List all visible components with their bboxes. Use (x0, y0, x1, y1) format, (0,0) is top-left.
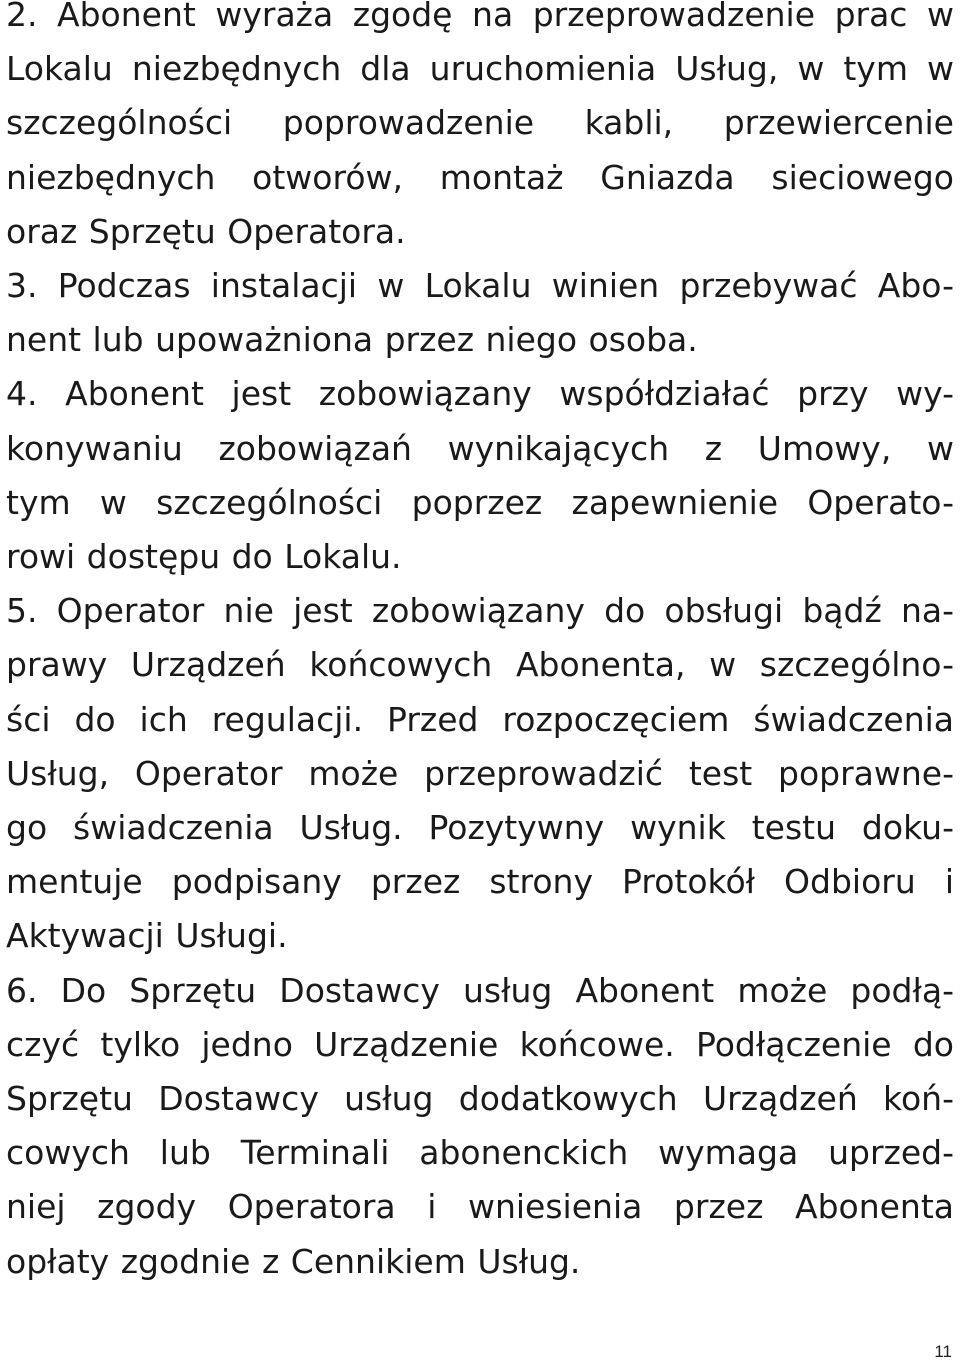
text-line: 4. Abonent jest zobowiązany współdziałać przy wy- (6, 374, 954, 414)
text-line: Sprzętu Dostawcy usług dodatkowych Urządzeń koń- (6, 1079, 954, 1119)
page-number: 11 (934, 1342, 952, 1361)
text-line: niezbędnych otworów, montaż Gniazda sieciowego (6, 157, 954, 197)
text-line: czyć tylko jedno Urządzenie końcowe. Podłączenie do (6, 1024, 954, 1064)
text-line: Aktywacji Usługi. (6, 916, 288, 956)
paragraph-3 (6, 259, 954, 367)
text-line: 5. Operator nie jest zobowiązany do obsługi bądź na- (6, 591, 954, 631)
paragraph-5 (6, 584, 954, 963)
document-body (6, 0, 954, 1289)
text-line: konywaniu zobowiązań wynikających z Umowy, w (6, 428, 954, 468)
text-line: cowych lub Terminali abonenckich wymaga uprzed- (6, 1133, 954, 1173)
text-line: 3. Podczas instalacji w Lokalu winien przebywać Abo- (6, 266, 954, 306)
text-line: szczególności poprowadzenie kabli, przewiercenie (6, 103, 954, 143)
text-line: Usług, Operator może przeprowadzić test poprawne- (6, 753, 954, 793)
text-line: nent lub upoważniona przez niego osoba. (6, 320, 698, 360)
text-line: 2. Abonent wyraża zgodę na przeprowadzenie prac w (6, 0, 954, 34)
paragraph-2 (6, 0, 954, 259)
paragraph-4 (6, 367, 954, 584)
text-line: niej zgody Operatora i wniesienia przez Abonenta (6, 1187, 954, 1227)
text-line: prawy Urządzeń końcowych Abonenta, w szczególno- (6, 645, 954, 685)
text-line: opłaty zgodnie z Cennikiem Usług. (6, 1241, 581, 1281)
paragraph-6 (6, 964, 954, 1289)
text-line: tym w szczególności poprzez zapewnienie Operato- (6, 482, 954, 522)
text-line: go świadczenia Usług. Pozytywny wynik testu doku- (6, 808, 954, 848)
text-line: oraz Sprzętu Operatora. (6, 211, 406, 251)
text-line: Lokalu niezbędnych dla uruchomienia Usług, w tym w (6, 49, 954, 89)
text-line: rowi dostępu do Lokalu. (6, 537, 402, 577)
text-line: mentuje podpisany przez strony Protokół Odbioru i (6, 862, 954, 902)
text-line: ści do ich regulacji. Przed rozpoczęciem świadczenia (6, 699, 954, 739)
text-line: 6. Do Sprzętu Dostawcy usług Abonent może podłą- (6, 970, 954, 1010)
